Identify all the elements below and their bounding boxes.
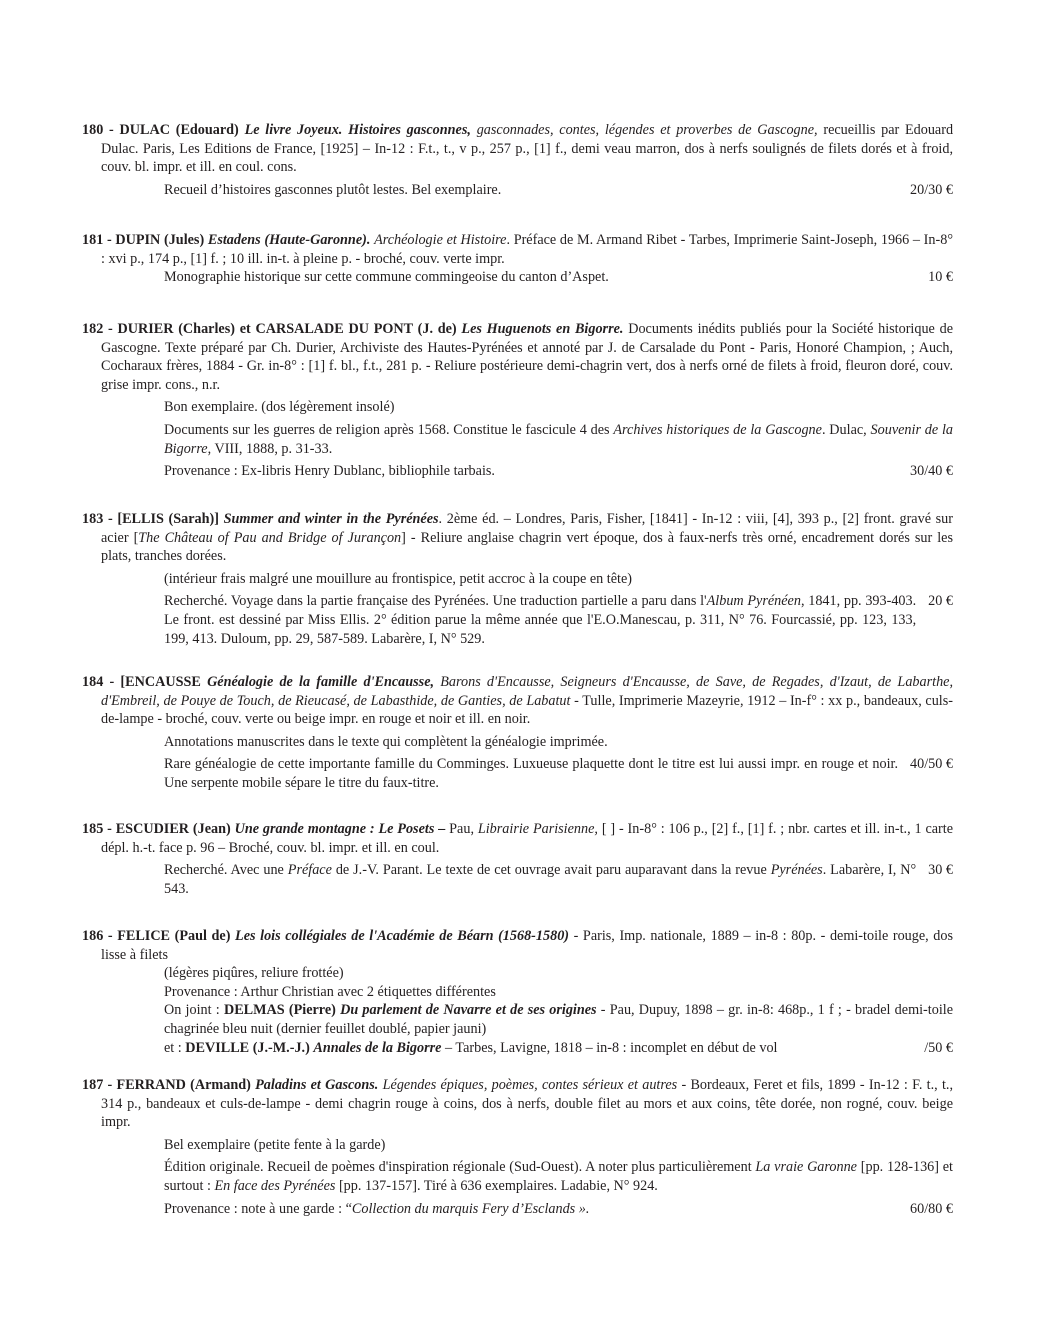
- entry-heading: 186 - FELICE (Paul de) Les lois collégiales de l'Académie de Béarn (1568-1580) - Paris, Imp. nationale, 1889 – in-8 : 80p. - demi-toile rouge, dos lisse à filets: [82, 928, 953, 963]
- entry-note-row: [164, 1200, 953, 1219]
- note-italic: Album Pyrénéen: [706, 593, 801, 610]
- note-text: – Tarbes, Lavigne, 1818 – in-8 : incomplet en début de vol: [441, 1039, 778, 1056]
- entry-heading: 184 - [ENCAUSSE Généalogie de la famille d'Encausse, Barons d'Encausse, Seigneurs d'Encausse, de Save, de Regades, d'Izaut, de Labarthe, d'Embreil, de Pouye de Touch, de Rieucasé, de Labasthide, de Ganties, de Labatut - Tulle, Imprimerie Mazeyrie, 1912 – In-f° : xx p., bandeaux, culs-de-lampe - broché, couv. verte ou beige impr. en rouge et noir et ill. en noir.: [82, 674, 954, 728]
- entry-note: [164, 1158, 953, 1195]
- entry-note: Bon exemplaire. (dos légèrement insolé): [164, 399, 395, 416]
- entry-author: DURIER (Charles) et CARSALADE DU PONT (J. de): [117, 321, 457, 337]
- catalogue-entry-180: [82, 121, 953, 199]
- note-bold: DELMAS (Pierre): [223, 1002, 336, 1019]
- note-italic: La vraie Garonne: [755, 1159, 857, 1176]
- entry-number: 181: [82, 232, 104, 248]
- note-text: . Labarère, I, N° 543.: [164, 862, 917, 897]
- entry-description: recueillis par Edouard Dulac. Paris, Les Editions de France, [1925] – In-12 : F.t., t., v p., 257 p., [1] f., demi veau marron, dos à nerfs soulignés de filets dorés et à froid, couv. bl. impr. et ill. en coul. cons.: [101, 122, 954, 176]
- entry-provenance: Provenance : Arthur Christian avec 2 étiquettes différentes: [164, 983, 496, 1000]
- catalogue-entry-185: [82, 820, 953, 898]
- entry-author: ESCUDIER (Jean): [115, 821, 231, 837]
- entry-price: 20 €: [928, 593, 953, 610]
- entry-number: 186: [82, 928, 104, 944]
- entry-note-joint: [164, 1001, 953, 1038]
- note-italic: Préface: [287, 862, 332, 879]
- catalogue-entry-182: [82, 320, 953, 481]
- entry-title: Généalogie de la famille d'Encausse,: [207, 674, 435, 690]
- entry-number: 185: [82, 821, 104, 837]
- entry-note: Recueil d’histoires gasconnes plutôt lestes. Bel exemplaire.: [164, 181, 502, 198]
- entry-number: 180: [82, 122, 104, 138]
- entry-description: ] - Reliure anglaise chagrin vert époque, dos à faux-nerfs très orné, encadrement dorés sur les plats, tranches dorées.: [101, 529, 953, 565]
- note-text: [pp. 128-136] et surtout :: [164, 1159, 953, 1194]
- entry-note: Rare généalogie de cette importante famille du Comminges. Luxueuse plaquette dont le titre est lui aussi impr. en rouge et noir. Une serpente mobile sépare le titre du faux-titre.: [164, 756, 899, 791]
- entry-note: Bel exemplaire (petite fente à la garde): [164, 1136, 386, 1153]
- entry-heading: 181 - DUPIN (Jules) Estadens (Haute-Garonne). Archéologie et Histoire. Préface de M. Armand Ribet - Tarbes, Imprimerie Saint-Joseph, 1966 – In-8° : xvi p., 174 p., [1] f. ; 10 ill. in-t. à pleine p. - broché, couv. verte impr.: [82, 232, 953, 267]
- entry-description: Pau,: [449, 821, 478, 837]
- entry-provenance: [164, 1200, 898, 1219]
- entry-price: /50 €: [924, 1039, 953, 1056]
- note-text: Recherché. Voyage dans la partie française des Pyrénées. Une traduction partielle a paru dans l': [164, 593, 707, 610]
- entry-number: 187: [82, 1077, 104, 1093]
- catalogue-entry-184: [82, 673, 953, 793]
- entry-heading: 183 - [ELLIS (Sarah)] Summer and winter in the Pyrénées. 2ème éd. – Londres, Paris, Fisher, [1841] - In-12 : viii, [4], 393 p., [2] front. gravé sur acier [The Château of Pau and Bridge of Jurançon] - Reliure anglaise chagrin vert époque, dos à faux-nerfs très orné, encadrement dorés sur les plats, tranches dorées.: [82, 511, 954, 565]
- note-text: Documents sur les guerres de religion après 1568. Constitue le fascicule 4 des: [164, 421, 614, 438]
- entry-number: 183: [82, 511, 104, 527]
- entry-number: 184: [82, 674, 104, 690]
- entry-heading: 180 - DULAC (Edouard) Le livre Joyeux. Histoires gasconnes, gasconnades, contes, légendes et proverbes de Gascogne, recueillis par Edouard Dulac. Paris, Les Editions de France, [1925] – In-12 : F.t., t., v p., 257 p., [1] f., demi veau marron, dos à nerfs soulignés de filets dorés et à froid, couv. bl. impr. et ill. en coul. cons.: [82, 122, 954, 176]
- entry-subtitle: Barons d'Encausse, Seigneurs d'Encausse, de Save, de Regades, d'Izaut, de Labarthe, d'Embreil, de Pouye de Touch, de Rieucasé, de Labasthide, de Ganties, de Labatut: [101, 674, 954, 709]
- catalogue-entry-183: [82, 510, 953, 648]
- entry-note-row: [164, 268, 953, 287]
- entry-title: Le livre Joyeux. Histoires gasconnes,: [244, 122, 471, 138]
- entry-title: Paladins et Gascons.: [255, 1077, 379, 1093]
- entry-price: 10 €: [928, 269, 953, 286]
- note-text: , VIII, 1888, p. 31-33.: [207, 440, 333, 457]
- entry-note: [164, 861, 916, 898]
- note-italic: En face des Pyrénées: [214, 1177, 336, 1194]
- note-text: et :: [164, 1039, 186, 1056]
- entry-note: [164, 421, 953, 458]
- entry-title: Les Huguenots en Bigorre.: [461, 321, 624, 337]
- entry-description: - Bordeaux, Feret et fils, 1899 - In-12 : F. t., t., 314 p., bandeaux et culs-de-lampe - demi chagrin rouge à coins, dos à nerfs, double filet au mors et aux coins, tête dorée, non rogné, couv. beige impr.: [101, 1077, 954, 1131]
- entry-heading: 185 - ESCUDIER (Jean) Une grande montagne : Le Posets – Pau, Librairie Parisienne, [ ] - In-8° : 106 p., [2] f., [1] f. ; nbr. cartes et ill. in-t., 1 carte dépl. h.-t. face p. 96 – Broché, couv. bl. impr. et ill. en coul.: [82, 821, 954, 856]
- entry-note-row: [164, 1039, 953, 1058]
- note-text: . Dulac,: [821, 421, 871, 438]
- entry-note: Monographie historique sur cette commune commingeoise du canton d’Aspet.: [164, 269, 609, 286]
- entry-note: (légères piqûres, reliure frottée): [164, 965, 344, 982]
- entry-description: Documents inédits publiés pour la Société historique de Gascogne. Texte préparé par Ch. Durier, Archiviste des Hautes-Pyrénées et annoté par J. de Carsalade du Pont - Paris, Honoré Champion, ; Auch, Cocharaux frères, 1884 - Gr. in-8° : [1] f. bl., f.t., 281 p. - Reliure postérieure demi-chagrin vert, dos à nerfs orné de filets à froid, fleuron doré, couv. grise impr. cons., n.r.: [101, 321, 953, 393]
- entry-note-row: [164, 462, 953, 481]
- entry-description: . Préface de M. Armand Ribet - Tarbes, Imprimerie Saint-Joseph, 1966 – In-8° : xvi p., 174 p., [1] f. ; 10 ill. in-t. à pleine p. - broché, couv. verte impr.: [101, 232, 953, 267]
- entry-note: [164, 592, 916, 648]
- note-italic: Pyrénées: [770, 862, 823, 879]
- entry-provenance: Provenance : Ex-libris Henry Dublanc, bibliophile tarbais.: [164, 463, 495, 480]
- entry-heading: 187 - FERRAND (Armand) Paladins et Gascons. Légendes épiques, poèmes, contes sérieux et autres - Bordeaux, Feret et fils, 1899 - In-12 : F. t., t., 314 p., bandeaux et culs-de-lampe - demi chagrin rouge à coins, dos à nerfs, double filet au mors et aux coins, tête dorée, non rogné, couv. beige impr.: [82, 1077, 954, 1131]
- catalogue-entry-186: [82, 927, 953, 1057]
- entry-note-row: [164, 755, 953, 792]
- note-bold-italic: Du parlement de Navarre et de ses origines: [340, 1002, 597, 1019]
- entry-price: 60/80 €: [910, 1200, 953, 1217]
- entry-title: Les lois collégiales de l'Académie de Béarn (1568-1580): [235, 928, 570, 944]
- entry-author: [ELLIS (Sarah)]: [117, 511, 219, 527]
- entry-price: 20/30 €: [910, 181, 953, 198]
- entry-price: 30 €: [928, 862, 953, 879]
- entry-description-italic: The Château of Pau and Bridge of Jurançon: [138, 529, 402, 546]
- entry-note: (intérieur frais malgré une mouillure au frontispice, petit accroc à la coupe en tête): [164, 570, 632, 587]
- entry-author: [ENCAUSSE: [120, 674, 201, 690]
- note-italic: Archives historiques de la Gascogne: [613, 421, 822, 438]
- entry-title: Summer and winter in the Pyrénées: [223, 511, 439, 527]
- entry-author: DULAC (Edouard): [119, 122, 239, 138]
- catalogue-entry-187: [82, 1076, 953, 1218]
- note-text: On joint :: [164, 1002, 224, 1019]
- entry-price: 40/50 €: [910, 756, 953, 773]
- entry-heading: 182 - DURIER (Charles) et CARSALADE DU PONT (J. de) Les Huguenots en Bigorre. Documents inédits publiés pour la Société historique de Gascogne. Texte préparé par Ch. Durier, Archiviste des Hautes-Pyrénées et annoté par J. de Carsalade du Pont - Paris, Honoré Champion, ; Auch, Cocharaux frères, 1884 - Gr. in-8° : [1] f. bl., f.t., 281 p. - Reliure postérieure demi-chagrin vert, dos à nerfs orné de filets à froid, fleuron doré, couv. grise impr. cons., n.r.: [82, 321, 953, 393]
- entry-title: Une grande montagne : Le Posets –: [234, 821, 446, 837]
- entry-description: [ ] - In-8° : 106 p., [2] f., [1] f. ; nbr. cartes et ill. in-t., 1 carte dépl. h.-t. face p. 96 – Broché, couv. bl. impr. et ill. en coul.: [101, 821, 954, 856]
- note-bold-italic: Annales de la Bigorre: [313, 1039, 442, 1056]
- note-text: de J.-V. Parant. Le texte de cet ouvrage avait paru auparavant dans la revue: [331, 862, 771, 879]
- entry-description: - Paris, Imp. nationale, 1889 – in-8 : 80p. - demi-toile rouge, dos lisse à filets: [101, 928, 953, 963]
- note-text: [pp. 137-157]. Tiré à 636 exemplaires. Ladabie, N° 924.: [335, 1177, 658, 1194]
- note-italic: Collection du marquis Fery d’Esclands ».: [351, 1200, 590, 1217]
- entry-author: FERRAND (Armand): [116, 1077, 251, 1093]
- entry-note-row: [164, 861, 953, 898]
- note-text: , 1841, pp. 393-403. Le front. est dessiné par Miss Ellis. 2° édition parue la même année que l'E.O.Manescau, p. 311, N° 76. Fourcassié, pp. 123, 133, 199, 413. Duloum, pp. 29, 587-589. Labarère, I, N° 529.: [164, 593, 917, 647]
- note-bold: DEVILLE (J.-M.-J.): [185, 1039, 310, 1056]
- note-text: Édition originale. Recueil de poèmes d'inspiration régionale (Sud-Ouest). A noter plus particulièrement: [164, 1159, 756, 1176]
- note-text: - Pau, Dupuy, 1898 – gr. in-8: 468p., 1 f ; - bradel demi-toile chagrinée bleu nuit (dernier feuillet doublé, papier jauni): [164, 1002, 953, 1037]
- entry-subtitle: gasconnades, contes, légendes et proverbes de Gascogne,: [476, 122, 818, 138]
- entry-description: - Tulle, Imprimerie Mazeyrie, 1912 – In-f° : xx p., bandeaux, culs-de-lampe - broché, couv. verte ou beige impr. en rouge et noir et ill. en noir.: [101, 692, 953, 728]
- note-text: Recherché. Avec une: [164, 862, 288, 879]
- entry-author: DUPIN (Jules): [115, 232, 205, 248]
- entry-note-row: [164, 181, 953, 200]
- entry-note: Annotations manuscrites dans le texte qui complètent la généalogie imprimée.: [164, 733, 608, 750]
- entry-description: . 2ème éd. – Londres, Paris, Fisher, [1841] - In-12 : viii, [4], 393 p., [2] front. gravé sur acier [: [101, 511, 954, 546]
- entry-price: 30/40 €: [910, 463, 953, 480]
- note-text: Provenance : note à une garde : “: [164, 1200, 352, 1217]
- entry-note-row: [164, 592, 953, 648]
- entry-subtitle: Archéologie et Histoire: [374, 232, 507, 248]
- entry-number: 182: [82, 321, 104, 337]
- entry-author: FELICE (Paul de): [117, 928, 231, 944]
- entry-subtitle: Légendes épiques, poèmes, contes sérieux et autres: [382, 1077, 678, 1093]
- catalogue-entry-181: [82, 231, 953, 287]
- entry-title: Estadens (Haute-Garonne).: [207, 232, 371, 248]
- entry-note-joint: [164, 1039, 912, 1058]
- note-italic: Souvenir de la Bigorre: [164, 421, 954, 457]
- entry-description-italic: Librairie Parisienne,: [477, 821, 598, 837]
